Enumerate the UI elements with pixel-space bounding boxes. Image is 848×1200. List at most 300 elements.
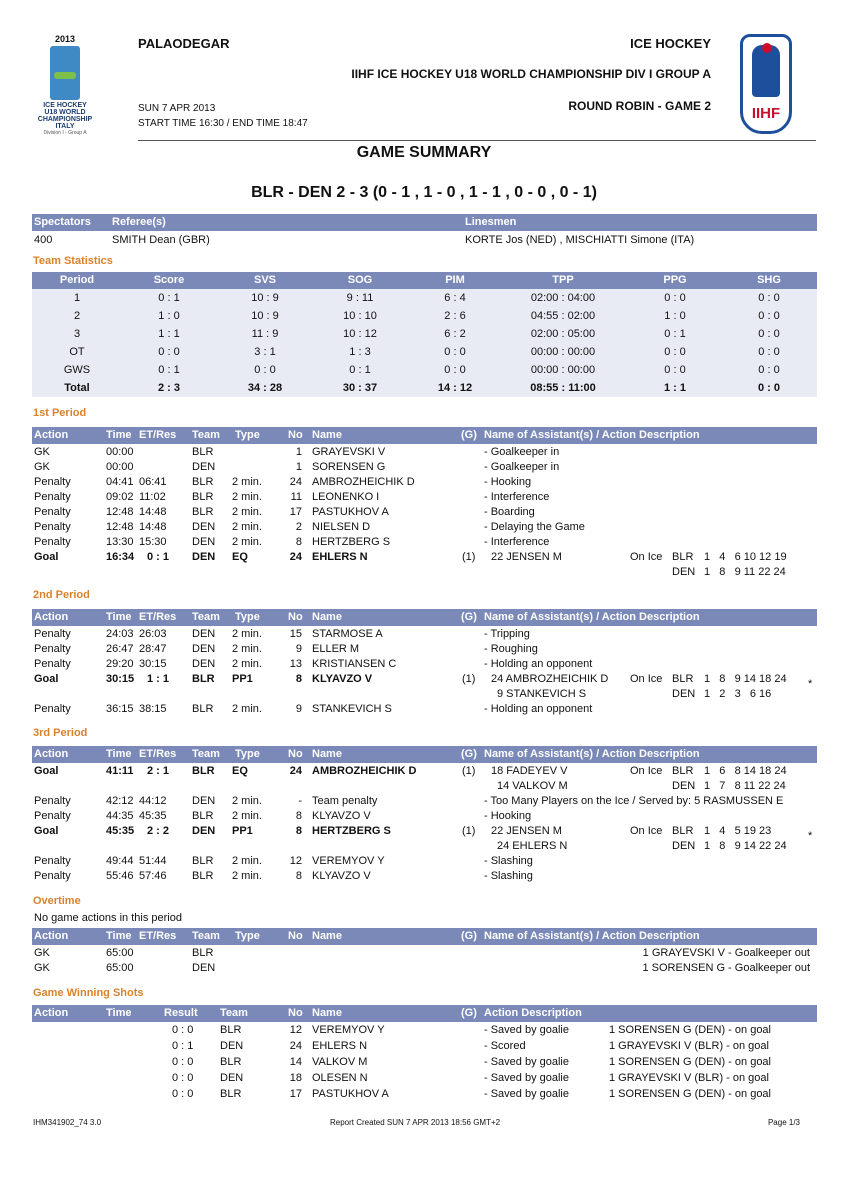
team-stats-cell: 2 : 3 (157, 382, 180, 394)
action-description: - Roughing (484, 643, 538, 655)
goal-count: (1) (462, 825, 476, 837)
gws-result: 0 : 1 (172, 1040, 194, 1052)
team-stats-cell: 1 : 3 (349, 346, 371, 358)
gws-result: 0 : 0 (172, 1024, 194, 1036)
player-number: 15 (289, 628, 302, 640)
action-et-result: 1 : 1 (147, 673, 170, 685)
gws-goalie: 1 SORENSEN G (DEN) - on goal (609, 1056, 771, 1068)
team-stats-cell: OT (69, 346, 85, 358)
linesmen-value: KORTE Jos (NED) , MISCHIATTI Simone (ITA) (465, 234, 695, 246)
action-description: - Interference (484, 491, 550, 503)
team-stats-cell: 0 : 0 (664, 292, 686, 304)
player-number: 11 (290, 491, 302, 503)
gws-description: - Saved by goalie (484, 1056, 569, 1068)
action-kind: 2 min. (232, 703, 262, 715)
goal-row-continuation (32, 779, 817, 794)
player-number: 8 (295, 870, 302, 882)
action-team: DEN (192, 461, 216, 473)
action-column-header: ET/Res (139, 748, 177, 760)
action-kind: 2 min. (232, 476, 262, 488)
action-team: DEN (192, 551, 216, 563)
on-ice-label: On Ice (630, 551, 663, 563)
period-header (32, 609, 817, 626)
gws-goalie: 1 GRAYEVSKI V (BLR) - on goal (609, 1072, 769, 1084)
gws-row (32, 1039, 817, 1054)
team-stats-cell: 0 : 1 (349, 364, 371, 376)
action-kind: 2 min. (232, 795, 262, 807)
action-et-result: 06:41 (139, 476, 167, 488)
action-row (32, 445, 817, 460)
action-time: 65:00 (106, 962, 134, 974)
action-time: 09:02 (106, 491, 134, 503)
action-kind: 2 min. (232, 521, 262, 533)
action-team: DEN (192, 521, 216, 533)
action-kind: 2 min. (232, 658, 262, 670)
gws-row (32, 1087, 817, 1102)
action-time: 26:47 (106, 643, 134, 655)
action-team: BLR (192, 476, 214, 488)
team-stats-row (32, 309, 817, 324)
player-number: 17 (289, 506, 302, 518)
team-stats-column-header: PIM (445, 274, 465, 286)
action-row (32, 505, 817, 520)
action-description-second: 9 STANKEVICH S (497, 688, 587, 700)
team-stats-cell: 0 : 0 (158, 346, 180, 358)
player-name: ELLER M (312, 643, 360, 655)
action-time: 24:03 (106, 628, 134, 640)
action-time: 04:41 (106, 476, 134, 488)
goal-row (32, 550, 817, 565)
player-name: Team penalty (312, 795, 378, 807)
team-stats-cell: 02:00 : 05:00 (530, 328, 596, 340)
action-row (32, 535, 817, 550)
action-type: GK (34, 962, 50, 974)
player-name: KLYAVZO V (312, 870, 371, 882)
action-column-header: (G) (461, 930, 477, 942)
on-ice-team: DEN (672, 840, 696, 852)
action-type: GK (34, 446, 50, 458)
action-time: 36:15 (106, 703, 134, 715)
player-name: NIELSEN D (312, 521, 371, 533)
action-column-header: Name (312, 429, 342, 441)
period-title: 2nd Period (33, 589, 90, 601)
gws-description: - Scored (484, 1040, 526, 1052)
goal-row-continuation (32, 687, 817, 702)
player-number: 13 (289, 658, 302, 670)
action-time: 00:00 (106, 461, 134, 473)
player-name: SORENSEN G (312, 461, 386, 473)
action-time: 65:00 (106, 947, 134, 959)
team-stats-cell: GWS (63, 364, 91, 376)
action-description: - Interference (484, 536, 550, 548)
gws-column-header: (G) (461, 1007, 477, 1019)
gws-goalie: 1 SORENSEN G (DEN) - on goal (609, 1088, 771, 1100)
gws-player-number: 14 (289, 1056, 302, 1068)
team-stats-cell: 6 : 4 (444, 292, 466, 304)
action-time: 13:30 (106, 536, 134, 548)
championship-emblem-icon (50, 46, 80, 100)
team-stats-cell: 0 : 0 (757, 382, 780, 394)
action-column-header: Team (192, 429, 220, 441)
team-stats-cell: 02:00 : 04:00 (530, 292, 596, 304)
gws-player-number: 24 (289, 1040, 302, 1052)
action-team: DEN (192, 536, 216, 548)
goal-count: (1) (462, 765, 476, 777)
action-description: - Delaying the Game (484, 521, 585, 533)
team-stats-cell: 3 (73, 328, 81, 340)
action-column-header: Action (34, 429, 69, 441)
action-team: BLR (192, 703, 214, 715)
overtime-row (32, 961, 817, 976)
player-number: 8 (295, 825, 302, 837)
player-name: KLYAVZO V (312, 673, 373, 685)
report-created: Report Created SUN 7 APR 2013 18:56 GMT+2 (330, 1118, 501, 1127)
team-stats-cell: 0 : 0 (444, 364, 466, 376)
action-description: - Hooking (484, 476, 532, 488)
action-time: 00:00 (106, 446, 134, 458)
action-column-header: Name (312, 611, 342, 623)
team-stats-column-header: Score (153, 274, 185, 286)
team-stats-cell: 1 (73, 292, 81, 304)
goal-row (32, 824, 817, 842)
event-name: IIHF ICE HOCKEY U18 WORLD CHAMPIONSHIP DIV I GROUP A (351, 67, 711, 81)
action-kind: 2 min. (232, 643, 262, 655)
team-stats-column-header: TPP (552, 274, 574, 286)
game-date-times: SUN 7 APR 2013 START TIME 16:30 / END TIME 18:47 (138, 103, 308, 129)
action-et-result: 28:47 (139, 643, 167, 655)
action-et-result: 0 : 1 (147, 551, 170, 563)
action-et-result: 14:48 (139, 506, 167, 518)
team-stats-cell: 9 : 11 (346, 292, 374, 304)
player-number: 8 (295, 673, 302, 685)
referee-value: SMITH Dean (GBR) (112, 234, 210, 246)
action-team: DEN (192, 628, 216, 640)
on-ice-team: BLR (672, 765, 694, 777)
round-name: ROUND ROBIN - GAME 2 (568, 99, 711, 113)
action-team: BLR (192, 673, 215, 685)
action-time: 12:48 (106, 506, 134, 518)
action-column-header: ET/Res (139, 611, 177, 623)
iihf-logo: IIHF (740, 34, 792, 134)
player-name: AMBROZHEICHIK D (312, 476, 415, 488)
gws-player-number: 18 (289, 1072, 302, 1084)
action-et-result: 57:46 (139, 870, 167, 882)
action-description: 1 SORENSEN G - Goalkeeper out (642, 962, 810, 974)
team-stats-column-header: PPG (663, 274, 687, 286)
action-type: Penalty (34, 810, 71, 822)
team-stats-cell: 0 : 0 (758, 292, 780, 304)
action-time: 16:34 (106, 551, 135, 563)
action-row (32, 657, 817, 672)
on-ice-label: On Ice (630, 825, 663, 837)
action-time: 41:11 (106, 765, 134, 777)
action-column-header: Name of Assistant(s) / Action Description (484, 611, 700, 623)
action-type: Penalty (34, 536, 71, 548)
gws-column-header: Team (220, 1007, 248, 1019)
gws-player-number: 12 (289, 1024, 302, 1036)
action-type: Penalty (34, 658, 71, 670)
gws-description: - Saved by goalie (484, 1088, 569, 1100)
gws-column-header: Action (34, 1007, 69, 1019)
team-stats-cell: 0 : 0 (758, 310, 780, 322)
action-team: BLR (192, 810, 214, 822)
team-stats-cell: 10 : 12 (343, 328, 377, 340)
action-et-result: 2 : 2 (147, 825, 170, 837)
team-stats-cell: 3 : 1 (254, 346, 276, 358)
player-number: 1 (295, 461, 302, 473)
action-row (32, 475, 817, 490)
team-stats-cell: 10 : 9 (251, 292, 279, 304)
player-number: 9 (295, 643, 302, 655)
action-kind: 2 min. (232, 810, 262, 822)
action-kind: PP1 (232, 673, 253, 685)
action-description: - Too Many Players on the Ice / Served by: 5 RASMUSSEN E (484, 795, 784, 807)
action-team: BLR (192, 506, 214, 518)
gws-player-name: VALKOV M (312, 1056, 368, 1068)
action-column-header: Type (235, 429, 260, 441)
team-stats-cell: 0 : 0 (758, 328, 780, 340)
action-et-result: 2 : 1 (147, 765, 170, 777)
section-overtime: Overtime (33, 895, 81, 907)
gws-team: DEN (220, 1072, 244, 1084)
pp-star-marker: * (808, 830, 813, 842)
goal-count: (1) (462, 551, 476, 563)
action-et-result: 11:02 (139, 491, 166, 503)
action-et-result: 26:03 (139, 628, 167, 640)
action-team: BLR (192, 765, 215, 777)
action-kind: 2 min. (232, 855, 262, 867)
action-team: DEN (192, 643, 216, 655)
gws-column-header: Action Description (484, 1007, 582, 1019)
action-type: Penalty (34, 855, 71, 867)
team-stats-column-header: SHG (757, 274, 781, 286)
gws-row (32, 1023, 817, 1038)
player-name: VEREMYOV Y (312, 855, 385, 867)
on-ice-players: 1 8 9 14 18 24 (704, 673, 787, 685)
action-column-header: No (288, 930, 303, 942)
player-name: GRAYEVSKI V (312, 446, 386, 458)
on-ice-label: On Ice (630, 765, 663, 777)
action-column-header: Time (106, 429, 132, 441)
gws-description: - Saved by goalie (484, 1024, 569, 1036)
final-score: BLR - DEN 2 - 3 (0 - 1 , 1 - 0 , 1 - 1 , 0 - 0 , 0 - 1) (251, 184, 597, 201)
action-team: BLR (192, 870, 214, 882)
action-kind: 2 min. (232, 491, 262, 503)
team-stats-cell: 0 : 0 (664, 364, 686, 376)
action-column-header: No (288, 611, 303, 623)
on-ice-players: 1 4 5 19 23 (704, 825, 772, 837)
team-stats-cell: 00:00 : 00:00 (530, 346, 596, 358)
gws-column-header: Name (312, 1007, 342, 1019)
action-kind: 2 min. (232, 506, 262, 518)
period-title: 1st Period (33, 407, 87, 419)
action-row (32, 869, 817, 884)
action-row (32, 702, 817, 717)
action-team: BLR (192, 947, 214, 959)
action-column-header: Name (312, 930, 342, 942)
gws-result: 0 : 0 (172, 1072, 194, 1084)
action-kind: EQ (232, 765, 248, 777)
action-time: 44:35 (106, 810, 134, 822)
on-ice-players: 1 8 9 14 22 24 (704, 840, 787, 852)
period-title: 3rd Period (33, 727, 88, 739)
spectators-value: 400 (34, 234, 53, 246)
team-stats-cell: 2 : 6 (444, 310, 466, 322)
action-et-result: 30:15 (139, 658, 167, 670)
action-column-header: Name of Assistant(s) / Action Description (484, 429, 700, 441)
player-name: KRISTIANSEN C (312, 658, 397, 670)
action-column-header: Name of Assistant(s) / Action Description (484, 930, 700, 942)
action-row (32, 809, 817, 824)
action-type: Penalty (34, 643, 71, 655)
player-silhouette-icon (752, 45, 780, 97)
action-column-header: ET/Res (139, 930, 177, 942)
action-time: 45:35 (106, 825, 135, 837)
action-team: DEN (192, 825, 216, 837)
action-column-header: Type (235, 748, 260, 760)
player-name: KLYAVZO V (312, 810, 371, 822)
team-stats-cell: 2 (73, 310, 81, 322)
team-stats-cell: 1 : 1 (663, 382, 686, 394)
action-column-header: (G) (461, 611, 477, 623)
gws-column-header: Time (106, 1007, 132, 1019)
gws-column-header: No (288, 1007, 303, 1019)
team-stats-cell: 0 : 0 (758, 364, 780, 376)
action-kind: 2 min. (232, 628, 262, 640)
action-column-header: ET/Res (139, 429, 177, 441)
action-description: - Holding an opponent (484, 703, 593, 715)
action-type: Goal (34, 765, 59, 777)
action-team: DEN (192, 658, 216, 670)
on-ice-label: On Ice (630, 673, 663, 685)
gws-player-name: OLESEN N (312, 1072, 368, 1084)
action-time: 29:20 (106, 658, 134, 670)
on-ice-players: 1 4 6 10 12 19 (704, 551, 787, 563)
team-stats-cell: 0 : 1 (158, 364, 180, 376)
action-time: 49:44 (106, 855, 134, 867)
action-description: - Boarding (484, 506, 535, 518)
team-stats-cell: 1 : 1 (158, 328, 180, 340)
action-et-result: 51:44 (139, 855, 167, 867)
action-time: 42:12 (106, 795, 134, 807)
team-stats-cell: 10 : 9 (251, 310, 279, 322)
player-name: PASTUKHOV A (312, 506, 389, 518)
gws-result: 0 : 0 (172, 1056, 194, 1068)
action-row (32, 460, 817, 475)
on-ice-team: BLR (672, 551, 694, 563)
team-stats-cell: 0 : 0 (444, 346, 466, 358)
action-description: - Hooking (484, 810, 532, 822)
action-type: Penalty (34, 506, 71, 518)
pp-star-marker: * (808, 678, 813, 690)
team-stats-cell: 0 : 1 (664, 328, 686, 340)
on-ice-team: BLR (672, 673, 694, 685)
goal-count: (1) (462, 673, 476, 685)
action-row (32, 854, 817, 869)
player-name: STARMOSE A (312, 628, 383, 640)
team-stats-header (32, 272, 817, 289)
section-team-statistics: Team Statistics (33, 255, 113, 267)
gws-row (32, 1055, 817, 1070)
gws-row (32, 1071, 817, 1086)
action-time: 55:46 (106, 870, 134, 882)
action-team: BLR (192, 491, 214, 503)
player-number: 1 (295, 446, 302, 458)
action-time: 30:15 (106, 673, 135, 685)
action-type: Penalty (34, 870, 71, 882)
action-kind: PP1 (232, 825, 253, 837)
on-ice-team: DEN (672, 780, 696, 792)
on-ice-players: 1 6 8 14 18 24 (704, 765, 787, 777)
page-title: GAME SUMMARY (356, 144, 492, 161)
team-stats-cell: 00:00 : 00:00 (530, 364, 596, 376)
section-game-winning-shots: Game Winning Shots (33, 987, 144, 999)
action-row (32, 490, 817, 505)
gws-player-name: VEREMYOV Y (312, 1024, 385, 1036)
on-ice-team: DEN (672, 566, 696, 578)
action-description: - Slashing (484, 870, 533, 882)
action-description-second: 14 VALKOV M (497, 780, 568, 792)
gws-description: - Saved by goalie (484, 1072, 569, 1084)
action-row (32, 642, 817, 657)
action-et-result: 15:30 (139, 536, 167, 548)
gws-result: 0 : 0 (172, 1088, 194, 1100)
team-stats-column-header: Period (59, 274, 95, 286)
team-stats-row (32, 327, 817, 342)
action-type: Goal (34, 551, 59, 563)
action-description: - Tripping (484, 628, 530, 640)
team-stats-cell: 30 : 37 (342, 382, 378, 394)
action-column-header: Time (106, 611, 132, 623)
action-column-header: Action (34, 611, 69, 623)
on-ice-players: 1 7 8 11 22 24 (704, 780, 786, 792)
gws-player-name: EHLERS N (312, 1040, 368, 1052)
player-number: 24 (289, 551, 302, 563)
gws-goalie: 1 GRAYEVSKI V (BLR) - on goal (609, 1040, 769, 1052)
page-number: Page 1/3 (767, 1118, 800, 1127)
action-column-header: (G) (461, 429, 477, 441)
action-row (32, 520, 817, 535)
gws-column-header: Result (164, 1007, 198, 1019)
team-stats-cell: 0 : 0 (664, 346, 686, 358)
gws-team: DEN (220, 1040, 244, 1052)
action-et-result: 45:35 (139, 810, 167, 822)
goal-row (32, 764, 817, 779)
gws-team: BLR (220, 1024, 242, 1036)
team-stats-cell: 0 : 1 (158, 292, 180, 304)
action-type: Penalty (34, 521, 71, 533)
on-ice-players: 1 8 9 11 22 24 (704, 566, 786, 578)
action-description: - Goalkeeper in (484, 461, 560, 473)
action-team: BLR (192, 855, 214, 867)
venue: PALAODEGAR (138, 36, 230, 51)
overtime-row (32, 946, 817, 961)
action-description-second: 24 EHLERS N (497, 840, 568, 852)
action-type: Penalty (34, 628, 71, 640)
player-name: STANKEVICH S (312, 703, 392, 715)
player-name: HERTZBERG S (312, 536, 391, 548)
team-stats-cell: 10 : 10 (343, 310, 377, 322)
logo-championship: 2013 ICE HOCKEY U18 WORLD CHAMPIONSHIP ITALY Division I - Group A (30, 34, 100, 136)
goal-row (32, 672, 817, 690)
team-stats-row (32, 345, 817, 360)
team-stats-column-header: SOG (347, 274, 373, 286)
player-number: 9 (295, 703, 302, 715)
team-stats-cell: 08:55 : 11:00 (530, 382, 596, 394)
team-stats-row (32, 291, 817, 306)
action-team: DEN (192, 962, 216, 974)
action-time: 12:48 (106, 521, 134, 533)
